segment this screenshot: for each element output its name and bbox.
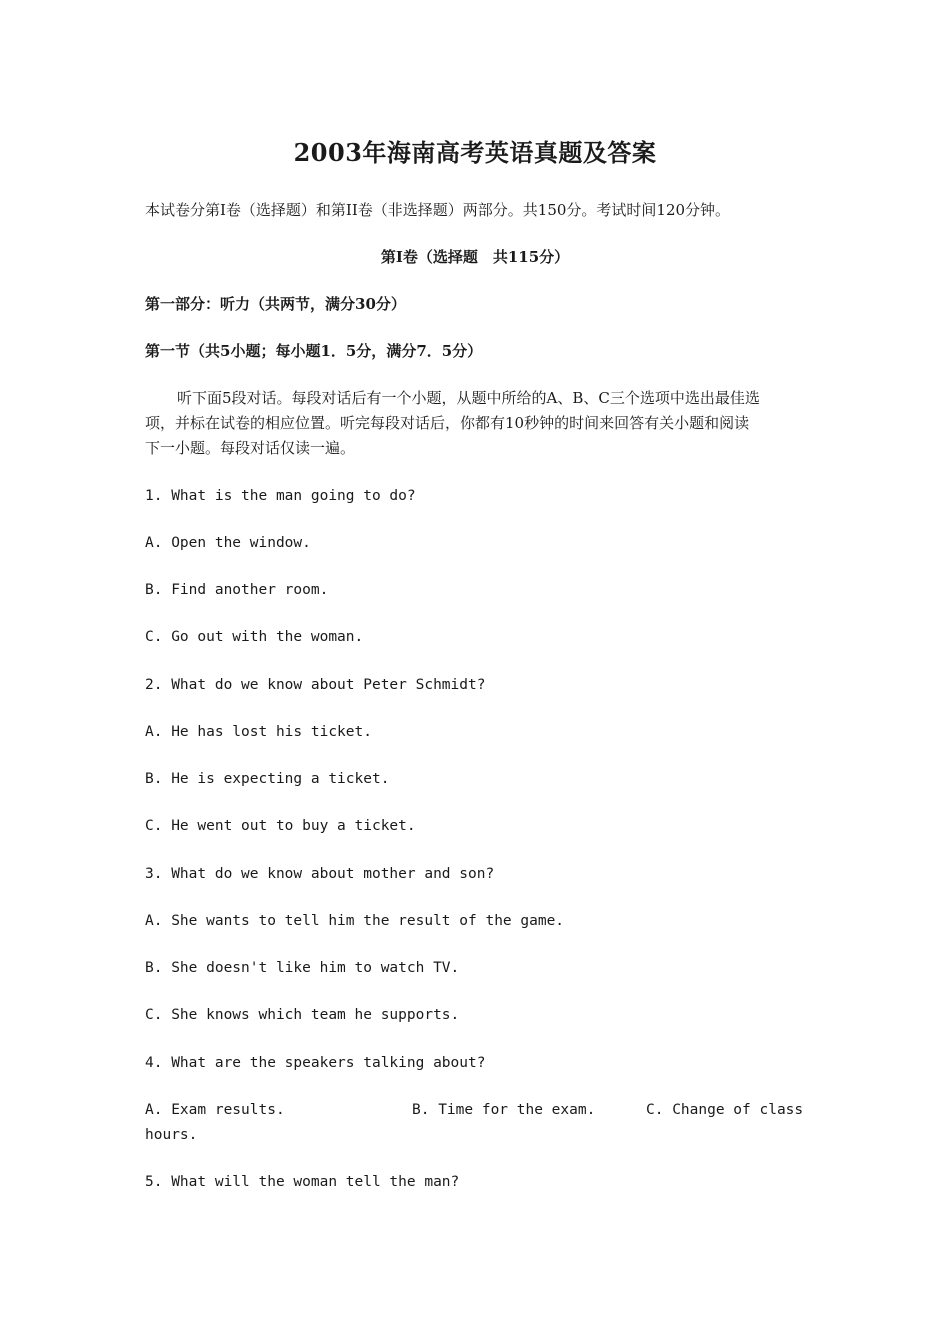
instructions-line-3: 下一小题。每段对话仅读一遍。 bbox=[145, 439, 356, 457]
part-heading: 第一部分：听力（共两节，满分30分） bbox=[145, 295, 406, 313]
question-options-row bbox=[145, 1098, 810, 1123]
instructions-line-1: 听下面5段对话。每段对话后有一个小题，从题中所给的A、B、C三个选项中选出最佳选 bbox=[177, 389, 760, 407]
question-option: C. He went out to buy a ticket. bbox=[145, 818, 416, 834]
instructions-line-2: 项，并标在试卷的相应位置。听完每段对话后，你都有10秒钟的时间来回答有关小题和阅读 bbox=[145, 414, 750, 432]
question-option: A. Open the window. bbox=[145, 535, 311, 551]
volume-heading: 第Ⅰ卷（选择题 共115分） bbox=[380, 248, 570, 266]
question-stem: 4. What are the speakers talking about? bbox=[145, 1055, 486, 1071]
question-option: C. She knows which team he supports. bbox=[145, 1007, 460, 1023]
intro-text: 本试卷分第Ⅰ卷（选择题）和第II卷（非选择题）两部分。共150分。考试时间120分钟。 bbox=[145, 201, 731, 219]
question-option: A. Exam results. bbox=[145, 1102, 285, 1118]
question-option: C. Change of class bbox=[646, 1102, 804, 1118]
question-option: B. She doesn't like him to watch TV. bbox=[145, 960, 460, 976]
question-option: B. Find another room. bbox=[145, 582, 329, 598]
question-option: A. She wants to tell him the result of the game. bbox=[145, 913, 565, 929]
question-stem: 1. What is the man going to do? bbox=[145, 488, 416, 504]
question-option: A. He has lost his ticket. bbox=[145, 724, 372, 740]
question-stem: 2. What do we know about Peter Schmidt? bbox=[145, 677, 486, 693]
question-option: B. He is expecting a ticket. bbox=[145, 771, 390, 787]
question-option: C. Go out with the woman. bbox=[145, 629, 364, 645]
question-option: B. Time for the exam. bbox=[412, 1102, 596, 1118]
question-option-continuation: hours. bbox=[145, 1127, 198, 1143]
section-heading: 第一节（共5小题；每小题1．5分，满分7．5分） bbox=[145, 342, 483, 360]
question-stem: 5. What will the woman tell the man? bbox=[145, 1174, 460, 1190]
question-stem: 3. What do we know about mother and son? bbox=[145, 866, 495, 882]
page-title: 2003年海南高考英语真题及答案 bbox=[293, 138, 657, 167]
